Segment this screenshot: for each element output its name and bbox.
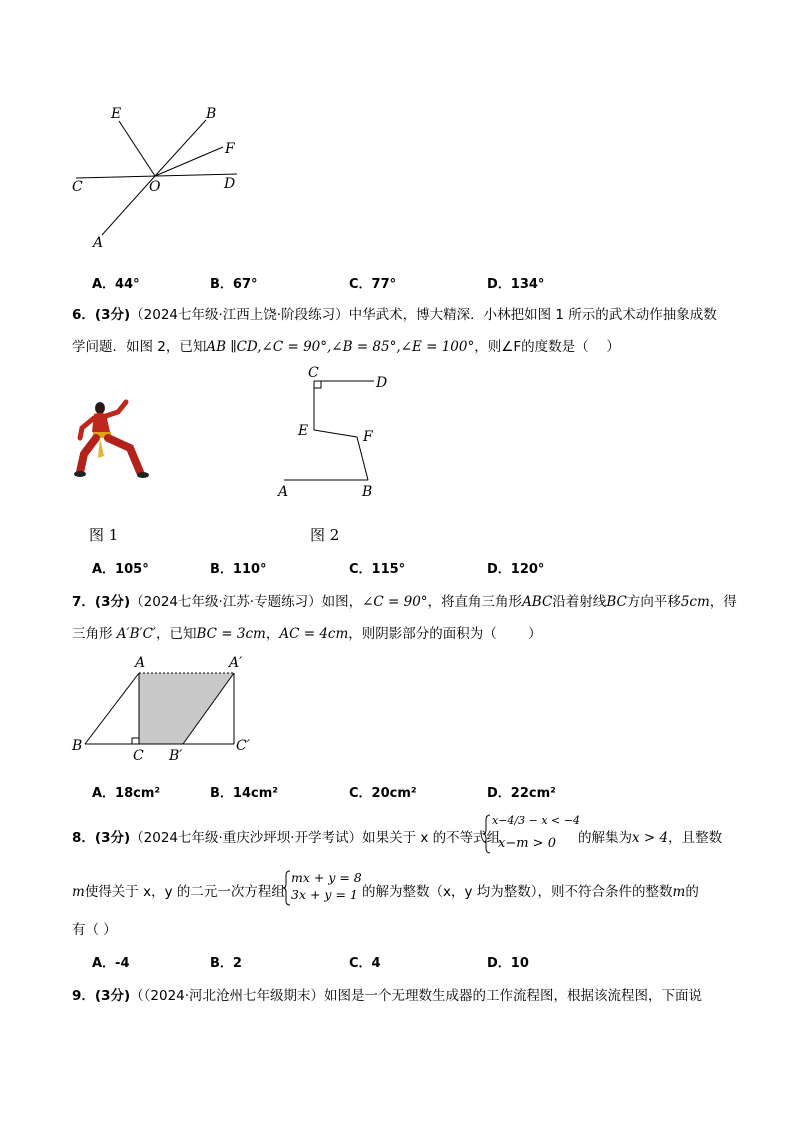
q7-math-bc-len: BC = 3cm [196,626,266,642]
q5-option-c[interactable]: C．77° [349,277,397,292]
q6-line-2 [72,335,620,355]
q8-line-1 [72,826,500,846]
q5-option-d[interactable]: D．134° [487,277,545,292]
q7-line-1 [72,590,737,610]
q7-option-d[interactable]: D．22cm² [487,786,556,801]
q9-line-1 [72,984,702,1004]
q7-text-2b: ，已知 [156,626,197,642]
q7-math-abc: ABC [522,594,553,610]
q8-number: 8．(3分) [72,830,131,846]
q6-label-F: F [363,429,373,445]
q6-label-A: A [278,484,289,500]
q7-line-2 [72,622,542,642]
q7-option-a[interactable]: A．18cm² [92,786,161,801]
q8-eq-row-1: mx + y = 8 [291,870,362,885]
q6-number: 6．(3分) [72,307,131,323]
q5-label-B: B [206,106,217,122]
q7-text-1c: 沿着射线 [552,594,607,610]
q6-text-2b: ，则∠F的度数是（ ） [474,339,620,355]
q7-math-bc: BC [606,594,627,610]
q8-text-1a: 如果关于 x 的不等式组 [362,830,501,846]
q8-text-2c: 的 [685,884,699,900]
q7-text-1e: ，得 [709,594,737,610]
q7-math-angle: ∠C = 90° [362,594,428,610]
q5-angle-figure [60,95,260,260]
q9-text-1: 如图是一个无理数生成器的工作流程图，根据该流程图，下面说 [324,988,703,1004]
q8-math-m-2: m [672,884,686,900]
figure-1-caption: 图 1 [89,526,119,544]
q8-option-c[interactable]: C．4 [349,956,381,971]
q7-math-ac-len: AC = 4cm [279,626,349,642]
q8-text-1c: ，且整数 [668,830,723,846]
q8-line-2-tail [362,880,699,900]
q8-line-1-tail [578,826,722,846]
q6-label-C: C [308,365,319,381]
q8-text-1b: 的解集为 [578,830,632,846]
q8-inequality-system [483,814,583,854]
q7-text-2a: 三角形 [72,626,117,642]
q7-label-B: B [72,738,83,754]
q5-label-E: E [111,106,122,122]
q6-option-a[interactable]: A．105° [92,562,149,577]
q7-math-abc-prime: A′B′C′ [116,626,156,642]
q8-equation-system [283,870,363,906]
q8-text-2a: 使得关于 x，y 的二元一次方程组 [84,884,285,900]
q6-source: （2024七年级·江西上饶·阶段练习） [130,307,349,323]
q7-label-A-prime: A′ [229,655,243,671]
q5-option-a[interactable]: A．44° [92,277,140,292]
q7-label-B-prime: B′ [169,748,183,764]
q7-label-C-prime: C′ [236,738,250,754]
q5-label-F: F [225,141,235,157]
q7-text-2d: ，则阴影部分的面积为（ ） [348,626,542,642]
q7-text-1a: 如图， [321,594,363,610]
q8-line-3 [72,918,117,938]
q6-condition-math: AB ∥CD,∠C = 90°,∠B = 85°,∠E = 100° [206,339,475,355]
q8-source: （2024七年级·重庆沙坪坝·开学考试） [130,830,363,846]
q6-figure-2 [270,360,400,502]
q7-translation-figure [66,650,266,765]
q7-math-5cm: 5cm [680,594,710,610]
q8-option-b[interactable]: B．2 [210,956,242,971]
q5-label-D: D [224,176,236,192]
kungfu-figure-image [74,398,154,480]
q7-text-2c: ， [265,626,280,642]
q7-number: 7．(3分) [72,594,131,610]
q7-source: （2024七年级·江苏·专题练习） [130,594,322,610]
q9-number: 9．(3分) [72,988,131,1004]
q8-option-d[interactable]: D．10 [487,956,529,971]
q5-option-b[interactable]: B．67° [210,277,258,292]
q6-option-c[interactable]: C．115° [349,562,406,577]
q6-option-b[interactable]: B．110° [210,562,267,577]
q7-option-b[interactable]: B．14cm² [210,786,278,801]
q8-ineq-row-2: x−m > 0 [498,836,556,851]
q5-label-C: C [72,179,83,195]
q8-text-3: 有（ ） [72,922,117,938]
q8-math-m: m [72,884,85,900]
q8-line-2 [72,880,285,900]
q6-label-B: B [362,484,373,500]
q7-text-1d: 方向平移 [626,594,681,610]
q6-label-E: E [298,423,309,439]
figure-2-caption: 图 2 [310,526,340,544]
q8-math-solution: x > 4 [632,830,669,846]
q7-label-A: A [135,655,146,671]
q5-label-O: O [149,179,161,195]
q8-option-a[interactable]: A．-4 [92,956,130,971]
q6-label-D: D [376,375,388,391]
q8-ineq-row-1: x−4/3 − x < −4 [492,814,580,827]
q7-option-c[interactable]: C．20cm² [349,786,417,801]
q8-brace-2 [283,870,291,906]
q8-brace-1 [483,814,491,854]
q8-eq-row-2: 3x + y = 1 [291,887,358,902]
q7-label-C: C [133,748,144,764]
q6-text-2a: 学问题．如图 2，已知 [72,339,207,355]
q6-line-1 [72,303,717,323]
q5-label-A: A [93,235,104,251]
q9-source: （（2024·河北沧州七年级期末） [130,988,325,1004]
q6-text-1: 中华武术，博大精深．小林把如图 1 所示的武术动作抽象成数 [348,307,717,323]
q6-option-d[interactable]: D．120° [487,562,545,577]
q8-text-2b: 的解为整数（x，y 均为整数），则不符合条件的整数 [362,884,673,900]
q7-text-1b: ，将直角三角形 [427,594,523,610]
